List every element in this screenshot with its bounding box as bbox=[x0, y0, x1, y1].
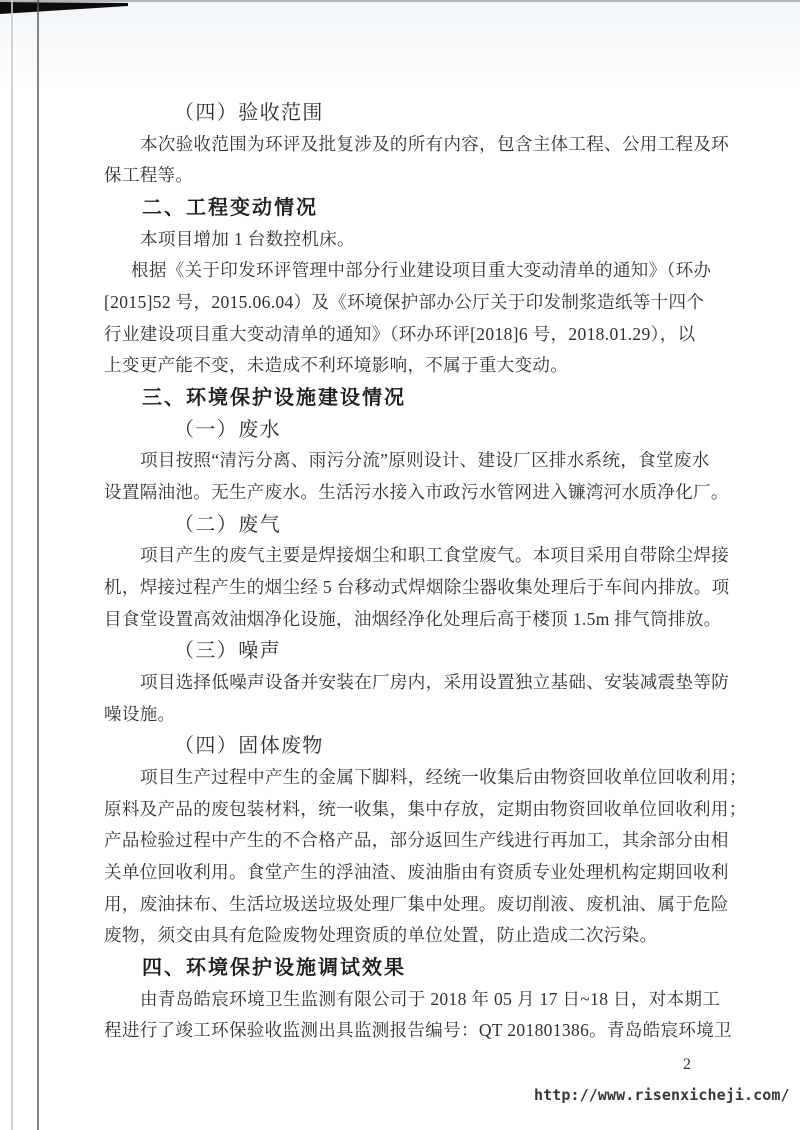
text-line: 根据《关于印发环评管理中部分行业建设项目重大变动清单的通知》（环办 bbox=[131, 260, 712, 280]
text-line: 机，焊接过程产生的烟尘经 5 台移动式焊烟除尘器收集处理后于车间内排放。项 bbox=[104, 577, 730, 597]
text-line: 二、工程变动情况 bbox=[142, 197, 318, 219]
text-line: 四、环境保护设施调试效果 bbox=[142, 957, 406, 979]
text-line: [2015]52 号，2015.06.04）及《环境保护部办公厅关于印发制浆造纸等十四个 bbox=[104, 292, 705, 312]
text-line: （四）验收范围 bbox=[174, 102, 324, 124]
text-line: 项目产生的废气主要是焊接烟尘和职工食堂废气。本项目采用自带除尘焊接 bbox=[140, 545, 730, 565]
text-line: 设置隔油池。无生产废水。生活污水接入市政污水管网进入镰湾河水质净化厂。 bbox=[104, 482, 729, 502]
scan-top-edge-line bbox=[0, 0, 800, 2]
text-line: 目食堂设置高效油烟净化设施，油烟经净化处理后高于楼顶 1.5m 排气筒排放。 bbox=[104, 609, 722, 629]
scan-corner-artifact bbox=[0, 0, 132, 16]
text-line: 项目生产过程中产生的金属下脚料，经统一收集后由物资回收单位回收利用； bbox=[140, 767, 747, 787]
text-line: 项目选择低噪声设备并安装在厂房内，采用设置独立基础、安装减震垫等防 bbox=[140, 672, 730, 692]
text-line: 上变更产能不变，未造成不利环境影响，不属于重大变动。 bbox=[104, 355, 569, 375]
text-line: （三）噪声 bbox=[174, 640, 281, 662]
text-line: （一）废水 bbox=[174, 419, 281, 441]
text-line: 噪设施。 bbox=[104, 704, 176, 724]
text-line: 用，废油抹布、生活垃圾送垃圾处理厂集中处理。废切削液、废机油、属于危险 bbox=[104, 894, 729, 914]
scan-left-edge-line bbox=[11, 0, 13, 1130]
text-line: 三、环境保护设施建设情况 bbox=[142, 387, 406, 409]
text-line: （四）固体废物 bbox=[174, 735, 324, 757]
watermark-url: http://www.risenxicheji.com/ bbox=[534, 1086, 790, 1104]
text-line: 产品检验过程中产生的不合格产品，部分返回生产线进行再加工，其余部分由相 bbox=[104, 830, 729, 850]
text-line: 项目按照“清污分离、雨污分流”原则设计、建设厂区排水系统，食堂废水 bbox=[140, 450, 710, 470]
text-line: 关单位回收利用。食堂产生的浮油渣、废油脂由有资质专业处理机构定期回收利 bbox=[104, 862, 729, 882]
text-line: 本项目增加 1 台数控机床。 bbox=[140, 229, 355, 249]
text-line: 行业建设项目重大变动清单的通知》（环办环评[2018]6 号，2018.01.29），以 bbox=[104, 324, 696, 344]
text-line: 保工程等。 bbox=[104, 165, 194, 185]
text-line: 本次验收范围为环评及批复涉及的所有内容，包含主体工程、公用工程及环 bbox=[140, 134, 730, 154]
scan-left-margin-line bbox=[37, 0, 39, 1130]
text-line: 原料及产品的废包装材料，统一收集，集中存放，定期由物资回收单位回收利用； bbox=[104, 799, 747, 819]
text-line: （二）废气 bbox=[174, 514, 281, 536]
page-number: 2 bbox=[683, 1056, 691, 1073]
text-line: 废物，须交由具有危险废物处理资质的单位处置，防止造成二次污染。 bbox=[104, 925, 658, 945]
text-line: 程进行了竣工环保验收监测出具监测报告编号：QT 201801386。青岛皓宸环境卫 bbox=[104, 1020, 732, 1040]
text-line: 由青岛皓宸环境卫生监测有限公司于 2018 年 05 月 17 日~18 日，对本期工 bbox=[140, 989, 721, 1009]
